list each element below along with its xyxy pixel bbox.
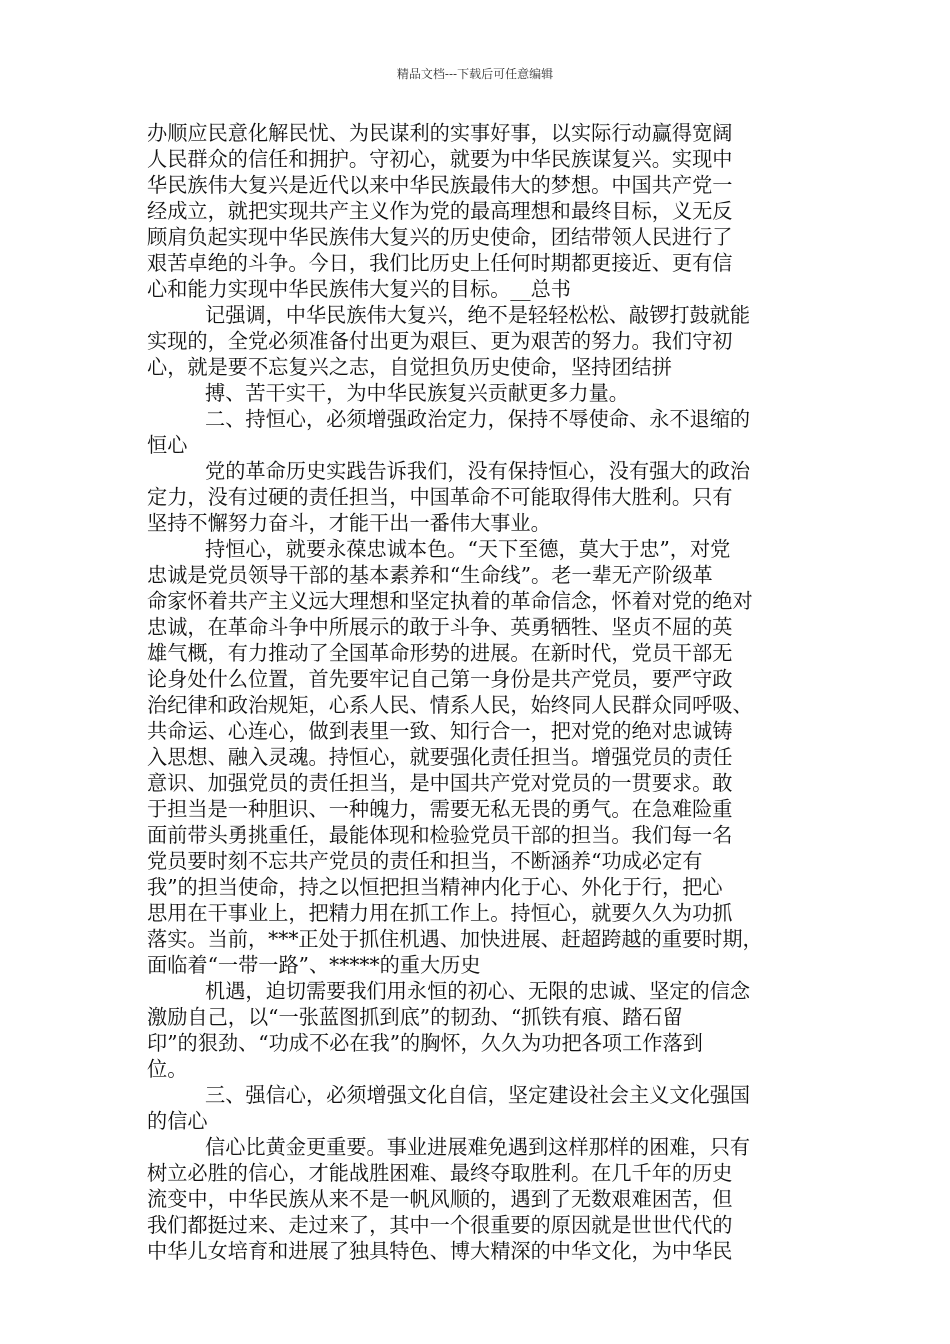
text-line: 党的革命历史实践告诉我们，没有保持恒心，没有强大的政治 bbox=[205, 459, 751, 483]
text-line: 雄气概，有力推动了全国革命形势的进展。在新时代，党员干部无 bbox=[147, 641, 733, 665]
text-line: 共命运、心连心，做到表里一致、知行合一，把对党的绝对忠诚铸 bbox=[147, 719, 733, 743]
text-line: 党员要时刻不忘共产党员的责任和担当，不断涵养“功成必定有 bbox=[147, 849, 703, 873]
page-header: 精品文档---下载后可任意编辑 bbox=[396, 67, 554, 81]
text-line: 中华儿女培育和进展了独具特色、博大精深的中华文化，为中华民 bbox=[147, 1239, 733, 1263]
text-line: 顾肩负起实现中华民族伟大复兴的历史使命，团结带领人民进行了 bbox=[147, 225, 733, 249]
text-line: 面临着“一带一路”、*****的重大历史 bbox=[147, 953, 481, 977]
text-line: 印”的狠劲、“功成不必在我”的胸怀，久久为功把各项工作落到 bbox=[147, 1031, 703, 1055]
text-line: 搏、苦干实干，为中华民族复兴贡献更多力量。 bbox=[205, 381, 629, 405]
text-line: 华民族伟大复兴是近代以来中华民族最伟大的梦想。中国共产党一 bbox=[147, 173, 733, 197]
text-line: 论身处什么位置，首先要牢记自己第一身份是共产党员，要严守政 bbox=[147, 667, 733, 691]
text-line: 忠诚，在革命斗争中所展示的敢于斗争、英勇牺牲、坚贞不屈的英 bbox=[147, 615, 733, 639]
text-line: 思用在干事业上，把精力用在抓工作上。持恒心，就要久久为功抓 bbox=[147, 901, 733, 925]
text-line: 面前带头勇挑重任，最能体现和检验党员干部的担当。我们每一名 bbox=[147, 823, 733, 847]
document-body bbox=[147, 120, 823, 1264]
text-line: 人民群众的信任和拥护。守初心，就要为中华民族谋复兴。实现中 bbox=[147, 147, 733, 171]
text-line: 落实。当前，***正处于抓住机遇、加快进展、赶超跨越的重要时期， bbox=[147, 927, 763, 951]
text-line: 心和能力实现中华民族伟大复兴的目标。__总书 bbox=[147, 277, 571, 301]
text-line: 定力，没有过硬的责任担当，中国革命不可能取得伟大胜利。只有 bbox=[147, 485, 733, 509]
text-line: 激励自己，以“一张蓝图抓到底”的韧劲、“抓铁有痕、踏石留 bbox=[147, 1005, 683, 1029]
text-line: 二、持恒心，必须增强政治定力，保持不辱使命、永不退缩的 bbox=[205, 407, 751, 431]
text-line: 治纪律和政治规矩，心系人民、情系人民，始终同人民群众同呼吸、 bbox=[147, 693, 753, 717]
text-line: 实现的，全党必须准备付出更为艰巨、更为艰苦的努力。我们守初 bbox=[147, 329, 733, 353]
text-line: 树立必胜的信心，才能战胜困难、最终夺取胜利。在几千年的历史 bbox=[147, 1161, 733, 1185]
text-line: 我”的担当使命，持之以恒把担当精神内化于心、外化于行，把心 bbox=[147, 875, 723, 899]
text-line: 艰苦卓绝的斗争。今日，我们比历史上任何时期都更接近、更有信 bbox=[147, 251, 733, 275]
text-line: 坚持不懈努力奋斗，才能干出一番伟大事业。 bbox=[147, 511, 551, 535]
text-line: 忠诚是党员领导干部的基本素养和“生命线”。老一辈无产阶级革 bbox=[147, 563, 713, 587]
text-line: 信心比黄金更重要。事业进展难免遇到这样那样的困难，只有 bbox=[205, 1135, 751, 1159]
text-line: 命家怀着共产主义远大理想和坚定执着的革命信念，怀着对党的绝对 bbox=[147, 589, 753, 613]
text-line: 意识、加强党员的责任担当，是中国共产党对党员的一贯要求。敢 bbox=[147, 771, 733, 795]
text-line: 我们都挺过来、走过来了，其中一个很重要的原因就是世世代代的 bbox=[147, 1213, 733, 1237]
text-line: 于担当是一种胆识、一种魄力，需要无私无畏的勇气。在急难险重 bbox=[147, 797, 733, 821]
text-line: 记强调，中华民族伟大复兴，绝不是轻轻松松、敲锣打鼓就能 bbox=[205, 303, 751, 327]
text-line: 机遇，迫切需要我们用永恒的初心、无限的忠诚、坚定的信念 bbox=[205, 979, 751, 1003]
text-line: 的信心 bbox=[147, 1109, 208, 1133]
text-line: 流变中，中华民族从来不是一帆风顺的，遇到了无数艰难困苦，但 bbox=[147, 1187, 733, 1211]
text-line: 三、强信心，必须增强文化自信，坚定建设社会主义文化强国 bbox=[205, 1083, 751, 1107]
text-line: 经成立，就把实现共产主义作为党的最高理想和最终目标，义无反 bbox=[147, 199, 733, 223]
text-line: 办顺应民意化解民忧、为民谋利的实事好事，以实际行动赢得宽阔 bbox=[147, 121, 733, 145]
text-line: 持恒心，就要永葆忠诚本色。“天下至德，莫大于忠”，对党 bbox=[205, 537, 731, 561]
text-line: 位。 bbox=[147, 1057, 188, 1081]
text-line: 入思想、融入灵魂。持恒心，就要强化责任担当。增强党员的责任 bbox=[147, 745, 733, 769]
text-line: 心，就是要不忘复兴之志，自觉担负历史使命，坚持团结拼 bbox=[147, 355, 672, 379]
text-line: 恒心 bbox=[147, 433, 188, 457]
